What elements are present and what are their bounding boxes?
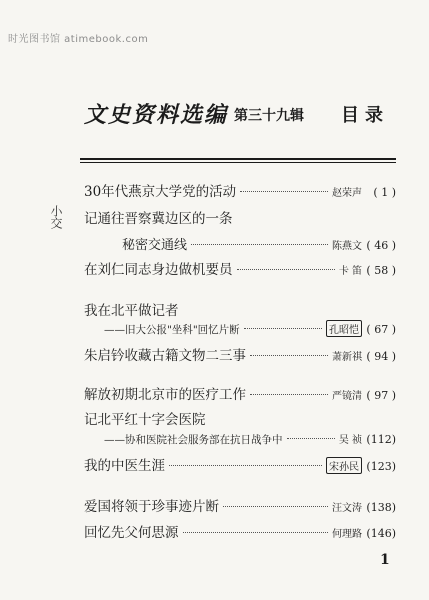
leader-dots [223, 505, 328, 507]
toc-entry-author: 孔昭恺 [326, 320, 362, 337]
toc-entry[interactable] [84, 454, 396, 472]
watermark: 时光图书馆 atimebook.com [8, 34, 149, 45]
toc-entry-page: ( 1 ) [373, 186, 396, 199]
toc-entry-title: 30年代燕京大学党的活动 [84, 184, 237, 200]
contents-heading: 目录 [341, 105, 389, 126]
toc-entry-page: (112) [366, 433, 396, 446]
toc-entry-page: ( 94 ) [366, 350, 396, 363]
toc-entry-title: 回忆先父何思源 [84, 525, 179, 541]
toc-entry-author: 汪文涛 [332, 503, 362, 514]
toc-entry-title: 秘密交通线 [122, 238, 188, 253]
leader-dots [244, 327, 322, 329]
toc-entry[interactable] [84, 344, 396, 362]
toc-entry-title: 我在北平做记者 [84, 303, 179, 319]
leader-dots [237, 268, 335, 270]
toc-entry-page: (146) [366, 527, 396, 540]
toc-entry-author: 卡 笛 [338, 266, 362, 277]
toc-entry[interactable] [104, 320, 396, 338]
toc-entry-author: 陈燕文 [332, 241, 362, 252]
toc-entry-author: 何理路 [332, 529, 362, 540]
toc-entry-title: ——协和医院社会服务部在抗日战争中 [104, 434, 283, 446]
toc-entry-author: 严镜清 [332, 391, 362, 402]
toc-entry-author: 赵荣声 [332, 188, 362, 199]
toc-entry-title: 记北平红十字会医院 [84, 412, 206, 428]
toc-entry[interactable] [104, 431, 396, 449]
toc-entry-author: 宋孙民 [326, 457, 362, 474]
toc-entry-page: (138) [366, 501, 396, 514]
toc-entry[interactable] [84, 258, 396, 276]
toc-entry[interactable] [84, 180, 396, 198]
toc-entry-author: 萧新祺 [332, 352, 362, 363]
toc-entry[interactable] [84, 207, 396, 225]
handwritten-margin-note: 小交 [49, 205, 63, 229]
toc-entry-title: 爱国将领于珍事迹片断 [84, 499, 219, 515]
toc-entry[interactable] [84, 408, 396, 426]
page-number: 1 [380, 552, 390, 568]
toc-entry[interactable] [84, 299, 396, 317]
toc-entry-title: 解放初期北京市的医疗工作 [84, 387, 246, 403]
toc-entry[interactable] [84, 383, 396, 401]
toc-entry-title: 记通往晋察冀边区的一条 [84, 211, 233, 227]
issue-number: 第三十九辑 [234, 108, 304, 124]
toc-entry-page: ( 46 ) [366, 239, 396, 252]
leader-dots [183, 531, 329, 533]
toc-entry-title: 在刘仁同志身边做机要员 [84, 262, 233, 278]
leader-dots [191, 243, 328, 245]
leader-dots [287, 437, 335, 439]
leader-dots [169, 464, 322, 466]
toc-entry-page: (123) [366, 460, 396, 473]
toc-entry-page: ( 58 ) [366, 264, 396, 277]
toc-entry-title: ——旧大公报"坐科"回忆片断 [104, 324, 240, 336]
toc-entry-author: 吴 祯 [338, 435, 362, 446]
toc-entry[interactable] [84, 495, 396, 513]
toc-entry-page: ( 67 ) [366, 323, 396, 336]
toc-entry[interactable] [84, 521, 396, 539]
leader-dots [240, 190, 328, 192]
toc-entry-title: 朱启钤收藏古籍文物二三事 [84, 348, 246, 364]
toc-entry-page: ( 97 ) [366, 389, 396, 402]
leader-dots [250, 393, 328, 395]
series-title: 文史资料选编 [84, 102, 229, 128]
toc-entry[interactable] [122, 234, 396, 252]
toc-entry-title: 我的中医生涯 [84, 458, 165, 474]
leader-dots [250, 354, 328, 356]
